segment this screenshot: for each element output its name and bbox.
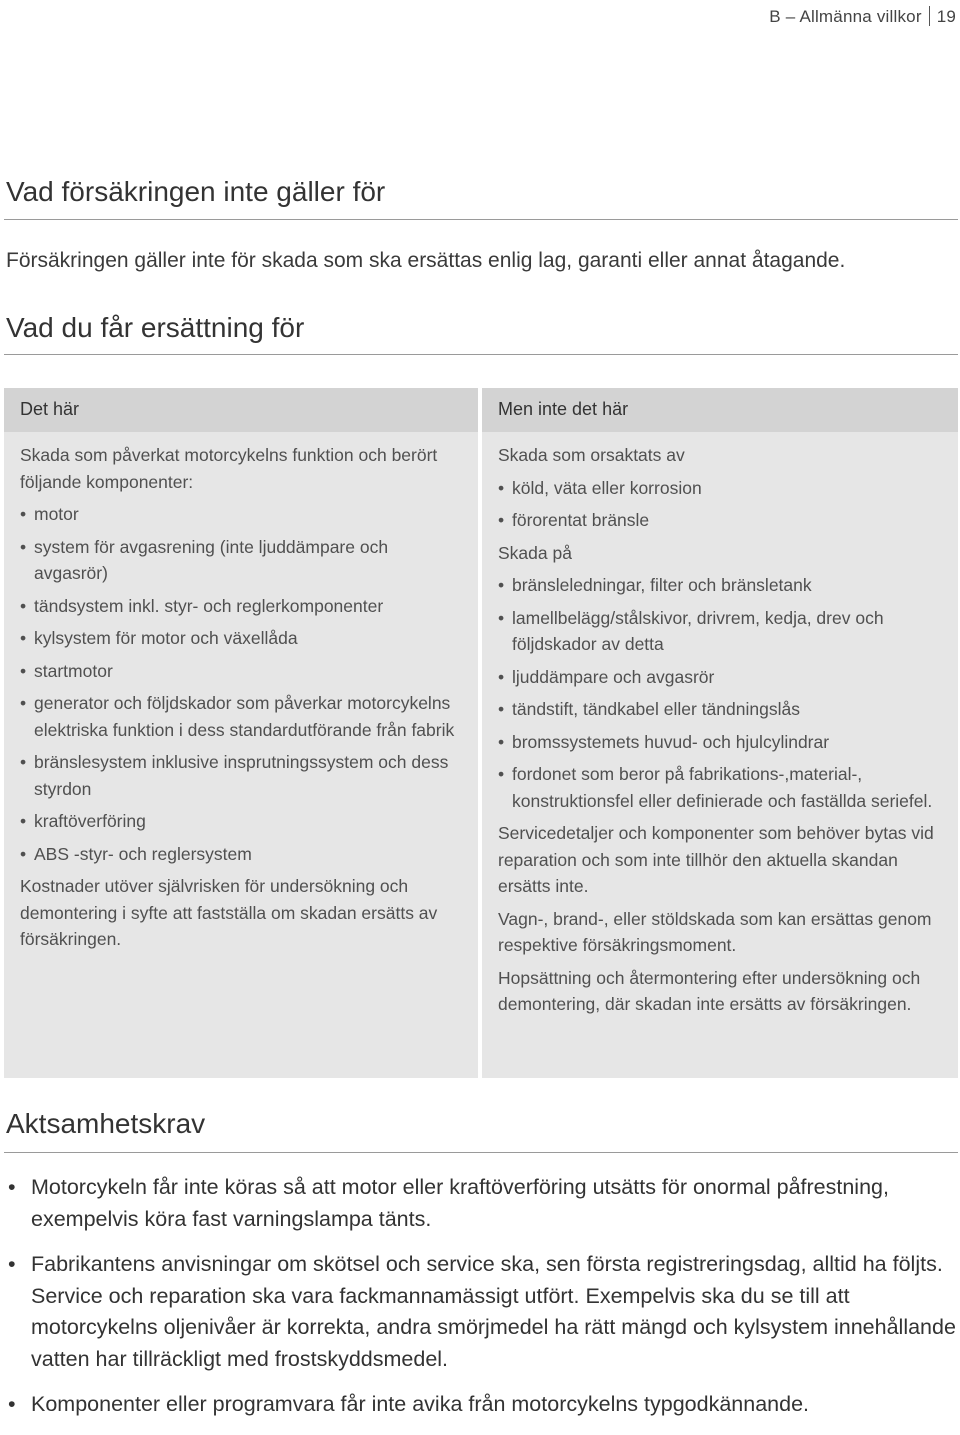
list-item: • tändsystem inkl. styr- och reglerkomponenter [20, 593, 462, 620]
covered-column-header: Det här [4, 388, 478, 432]
list-item: • Komponenter eller programvara får inte avika från motorcykelns typgodkännande. [6, 1389, 956, 1421]
care-requirements-title: Aktsamhetskrav [6, 1108, 206, 1139]
covered-column [4, 388, 478, 1078]
coverage-table [4, 388, 958, 1078]
covered-column-body [4, 432, 478, 953]
list-item: • system för avgasrening (inte ljuddämpare och avgasrör) [20, 534, 462, 587]
list-item: • startmotor [20, 658, 462, 685]
not-covered-text: Försäkringen gäller inte för skada som ska ersättas enlig lag, garanti eller annat åtagande. [6, 249, 846, 272]
list-item: • fordonet som beror på fabrikations-,material-, konstruktionsfel eller definierade och faställda seriefel. [498, 761, 942, 814]
covered-intro: Skada som påverkat motorcykelns funktion och berört följande komponenter: [20, 445, 438, 492]
list-item: • generator och följdskador som påverkar motorcykelns elektriska funktion i dess standardutförande från fabrik [20, 690, 462, 743]
caused-by-label: Skada som orsaktats av [498, 445, 685, 465]
covered-components-list [20, 501, 462, 867]
exclusion-paragraph: Servicedetaljer och komponenter som behöver bytas vid reparation och som inte tillhör den aktuella skandan ersätts inte. [498, 823, 934, 896]
list-item: • ABS -styr- och reglersystem [20, 841, 462, 868]
header-section-letter: B [769, 7, 781, 26]
care-requirements-list [6, 1172, 956, 1435]
list-item: • tändstift, tändkabel eller tändningslås [498, 696, 942, 723]
damage-to-list [498, 572, 942, 814]
list-item: • Fabrikantens anvisningar om skötsel och service ska, sen första registreringsdag, alltid ha följts. Service och reparation ska vara fackmannamässigt utfört. Exempelvis ska du se till att motorcykelns oljenivåer är korrekta, andra smörjmedel ha rätt mängd och kylsystem innehållande vatten har tillräckligt med frostskyddsmedel. [6, 1249, 956, 1375]
list-item: • bränsleledningar, filter och bränsletank [498, 572, 942, 599]
list-item: • lamellbelägg/stålskivor, drivrem, kedja, drev och följdskador av detta [498, 605, 942, 658]
list-item: • motor [20, 501, 462, 528]
header-separator [929, 6, 930, 26]
not-covered-column-header: Men inte det här [482, 388, 958, 432]
header-title: Allmänna villkor [799, 7, 922, 26]
header-dash: – [785, 7, 796, 26]
exclusion-paragraph: Vagn-, brand-, eller stöldskada som kan ersättas genom respektive försäkringsmoment. [498, 908, 932, 955]
list-item: • Motorcykeln får inte köras så att motor eller kraftöverföring utsätts för onormal påfrestning, exempelvis köra fast varningslampa tänts. [6, 1172, 956, 1235]
caused-by-list [498, 475, 942, 534]
compensation-title: Vad du får ersättning för [6, 312, 305, 343]
list-item: • kylsystem för motor och växellåda [20, 625, 462, 652]
list-item: • köld, väta eller korrosion [498, 475, 942, 502]
not-covered-title: Vad försäkringen inte gäller för [6, 176, 386, 207]
covered-outro: Kostnader utöver självrisken för undersökning och demontering i syfte att fastställa om skadan ersätts av försäkringen. [20, 876, 438, 949]
page-header [769, 6, 956, 27]
list-item: • ljuddämpare och avgasrör [498, 664, 942, 691]
list-item: • förorentat bränsle [498, 507, 942, 534]
divider [4, 1152, 958, 1153]
exclusion-paragraph: Hopsättning och återmontering efter undersökning och demontering, där skadan inte ersätts av försäkringen. [498, 967, 921, 1014]
divider [4, 354, 958, 355]
not-covered-column [482, 388, 958, 1078]
list-item: • kraftöverföring [20, 808, 462, 835]
list-item: • bromssystemets huvud- och hjulcylindrar [498, 729, 942, 756]
damage-to-label: Skada på [498, 542, 572, 563]
divider [4, 219, 958, 220]
list-item: • bränslesystem inklusive insprutningssystem och dess styrdon [20, 749, 462, 802]
not-covered-column-body [482, 432, 958, 1018]
page-number: 19 [936, 7, 956, 26]
